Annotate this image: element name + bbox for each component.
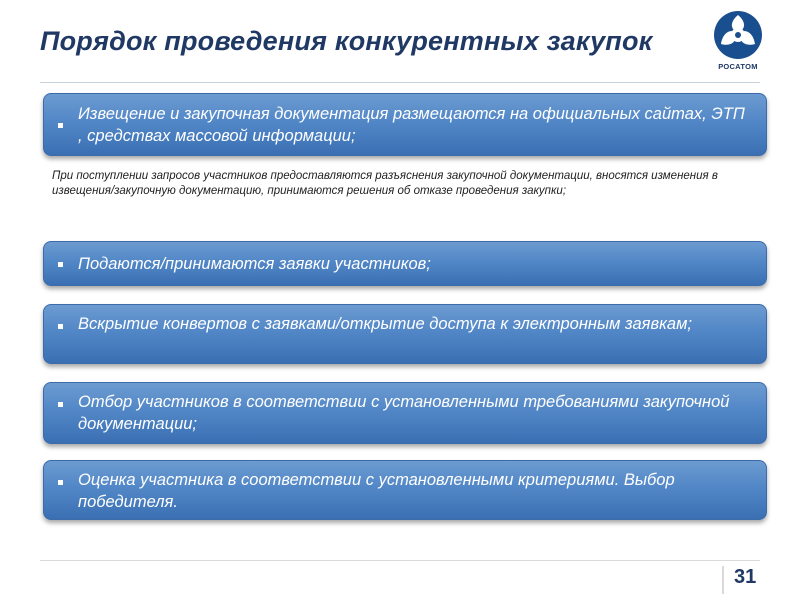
- step-text-2: Подаются/принимаются заявки участников;: [78, 254, 431, 273]
- step-card-3: [43, 304, 767, 364]
- bullet-icon: [58, 123, 63, 128]
- page-number: 31: [734, 566, 757, 588]
- step-card-2: [43, 241, 767, 286]
- rosatom-logo-icon: [713, 10, 763, 60]
- footer-divider: [40, 560, 760, 561]
- bullet-icon: [58, 324, 63, 329]
- note-text: При поступлении запросов участников предоставляются разъяснения закупочной документации, вносятся изменения в извещения/закупочную документацию, принимаются решения об отказе проведения закупки;: [52, 170, 718, 197]
- page-number-separator: [722, 566, 724, 594]
- bullet-icon: [58, 402, 63, 407]
- title-divider: [40, 82, 760, 83]
- bullet-icon: [58, 262, 63, 267]
- step-card-5: [43, 460, 767, 520]
- logo-text: РОСАТОМ: [718, 62, 758, 71]
- rosatom-logo: [711, 10, 765, 76]
- step-text-4: Отбор участников в соответствии с установленными требованиями закупочной документации;: [78, 393, 730, 433]
- step-card-1: [43, 93, 767, 156]
- slide-title: Порядок проведения конкурентных закупок: [40, 26, 653, 56]
- step-text-5: Оценка участника в соответствии с установленными критериями. Выбор победителя.: [78, 471, 675, 511]
- step-text-1: Извещение и закупочная документация размещаются на официальных сайтах, ЭТП , средствах массовой информации;: [78, 104, 745, 145]
- step-card-4: [43, 382, 767, 444]
- step-text-3: Вскрытие конвертов с заявками/открытие доступа к электронным заявкам;: [78, 315, 692, 333]
- bullet-icon: [58, 480, 63, 485]
